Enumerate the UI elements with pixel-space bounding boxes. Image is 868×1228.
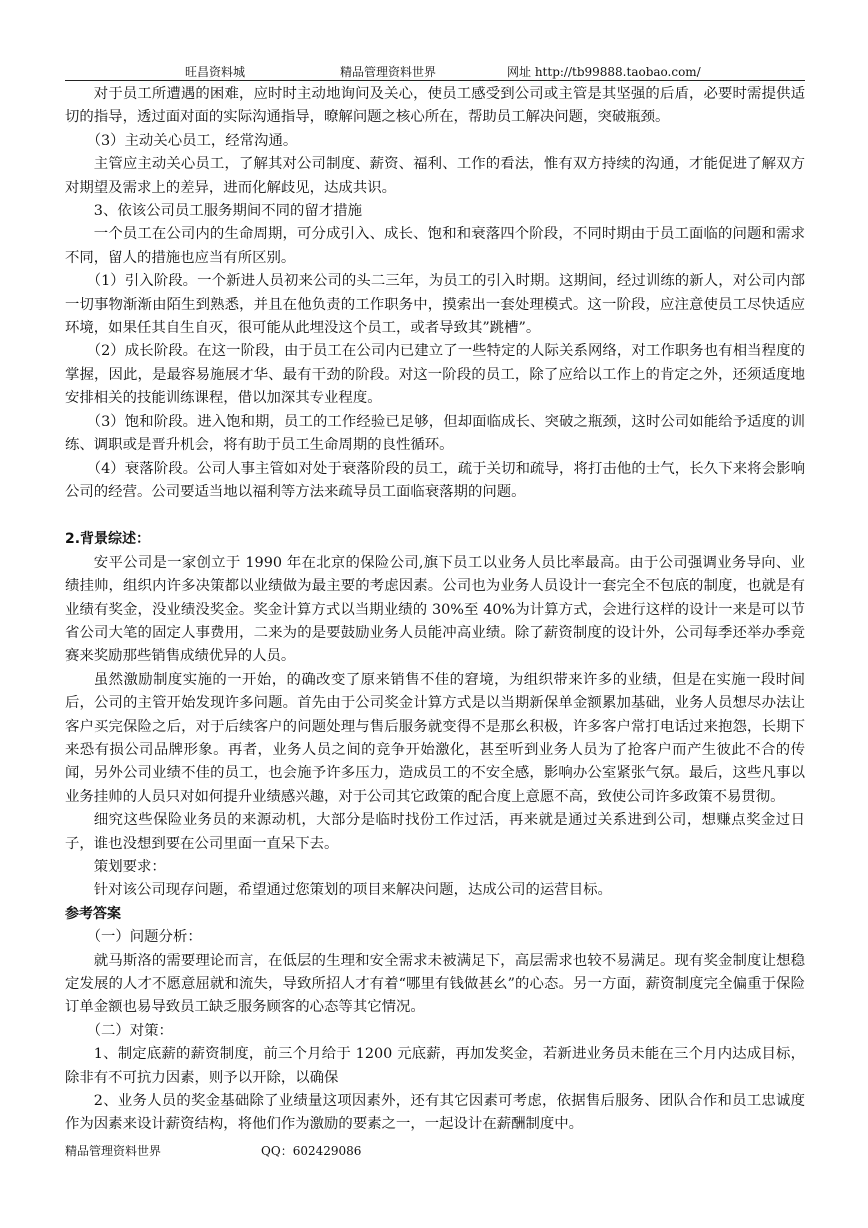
paragraph: 策划要求： — [93, 859, 166, 875]
section-subheading: 3、依该公司员工服务期间不同的留才措施 — [93, 203, 362, 220]
header-center-text: 精品管理资料世界 — [340, 65, 437, 79]
section-heading-background: 2.背景综述： — [65, 531, 151, 548]
paragraph: 安平公司是一家创立于 1990 年在北京的保险公司,旗下员工以业务人员比率最高。由于公司强调业务导向、业绩挂帅，组织内许多决策都以业绩做为最主要的考虑因素。公司也为业务人员设计一套完全不包底的制度，也就是有业绩有奖金，没业绩没奖金。奖金计算方式以当期业绩的 30%至 40%为计算方式，会进行这样的设计一来是可以节省公司大笔的固定人事费用，二来为的是要鼓励业务人员能冲高业绩。除了薪资制度的设计外，公司每季还举办季竞赛来奖励那些销售成绩优异的人员。 — [65, 554, 805, 665]
list-item: （一）问题分析： — [86, 929, 202, 946]
footer-qq-text: QQ：602429086 — [261, 1144, 362, 1158]
list-item: （二）对策： — [86, 1022, 173, 1039]
page-footer — [65, 1142, 461, 1159]
paragraph: （2）成长阶段。在这一阶段，由于员工在公司内已建立了一些特定的人际关系网络，对工作职务也有相当程度的掌握，因此，是最容易施展才华、最有干劲的阶段。对这一阶段的员工，除了应给以工作上的肯定之外，还须适度地安排相关的技能训练课程，借以加深其专业程度。 — [65, 343, 805, 407]
footer-left-text: 精品管理资料世界 — [65, 1144, 162, 1158]
paragraph: 一个员工在公司内的生命周期，可分成引入、成长、饱和和衰落四个阶段，不同时期由于员工面临的问题和需求不同，留人的措施也应当有所区别。 — [65, 226, 805, 266]
paragraph: 针对该公司现存问题，希望通过您策划的项目来解决问题，达成公司的运营目标。 — [93, 882, 612, 899]
paragraph: 主管应主动关心员工，了解其对公司制度、薪资、福利、工作的看法，惟有双方持续的沟通，才能促进了解双方对期望及需求上的差异，进而化解歧见，达成共识。 — [65, 156, 805, 196]
paragraph: （4）衰落阶段。公司人事主管如对处于衰落阶段的员工，疏于关切和疏导，将打击他的士气，长久下来将会影响公司的经营。公司要适当地以福利等方法来疏导员工面临衰落期的问题。 — [65, 460, 805, 500]
paragraph: 就马斯洛的需要理论而言，在低层的生理和安全需求未被满足下，高层需求也较不易满足。现有奖金制度让想稳定发展的人才不愿意屈就和流失，导致所招人才有着“哪里有钱做甚幺”的心态。另一方面，薪资制度完全偏重于保险订单金额也易导致员工缺乏服务顾客的心态等其它情况。 — [65, 952, 805, 1016]
section-heading-answer: 参考答案 — [65, 905, 121, 922]
paragraph: （3）饱和阶段。进入饱和期，员工的工作经验已足够，但却面临成长、突破之瓶颈，这时公司如能给予适度的训练、调职或是晋升机会，将有助于员工生命周期的良性循环。 — [65, 413, 805, 454]
paragraph: 对于员工所遭遇的困难，应时时主动地询问及关心，使员工感受到公司或主管是其坚强的后盾，必要时需提供适切的指导，透过面对面的实际沟通指导，暸解问题之核心所在，帮助员工解决问题，突破瓶颈。 — [65, 86, 805, 126]
list-item: （3）主动关心员工，经常沟通。 — [86, 132, 298, 149]
page-header — [65, 62, 805, 81]
header-left-text: 旺昌资料城 — [185, 65, 246, 79]
paragraph: 2、业务人员的奖金基础除了业绩量这项因素外，还有其它因素可考虑，依据售后服务、团队合作和员工忠诚度作为因素来设计薪资结构，将他们作为激励的要素之一，一起设计在薪酬制度中。 — [65, 1093, 805, 1133]
header-url-text: 网址 http://tb99888.taobao.com/ — [507, 65, 701, 79]
document-body — [65, 83, 805, 1137]
paragraph: 1、制定底薪的薪资制度，前三个月给于 1200 元底薪，再加发奖金，若新进业务员未能在三个月内达成目标，除非有不可抗力因素，则予以开除，以确保 — [65, 1046, 805, 1086]
paragraph: 虽然激励制度实施的一开始，的确改变了原来销售不佳的窘境，为组织带来许多的业绩，但是在实施一段时间后，公司的主管开始发现许多问题。首先由于公司奖金计算方式是以当期新保单金额累加基础，业务人员想尽办法让客户买完保险之后，对于后续客户的问题处理与售后服务就变得不是那幺积极，许多客户常打电话过来抱怨，长期下来恐有损公司品牌形象。再者，业务人员之间的竞争开始激化，甚至听到业务人员为了抢客户而产生彼此不合的传闻，另外公司业绩不佳的员工，也会施予许多压力，造成员工的不安全感，影响办公室紧张气氛。最后，这些凡事以业务挂帅的人员只对如何提升业绩感兴趣，对于公司其它政策的配合度上意愿不高，致使公司许多政策不易贯彻。 — [65, 671, 805, 805]
paragraph: （1）引入阶段。一个新进人员初来公司的头二三年，为员工的引入时期。这期间，经过训练的新人，对公司内部一切事物渐渐由陌生到熟悉，并且在他负责的工作职务中，摸索出一套处理模式。这一阶段，应注意使员工尽快适应环境，如果任其自生自灭，很可能从此埋没这个员工，或者导致其”跳槽”。 — [65, 273, 805, 337]
paragraph: 细究这些保险业务员的来源动机，大部分是临时找份工作过活，再来就是通过关系进到公司，想赚点奖金过日子，谁也没想到要在公司里面一直呆下去。 — [65, 812, 805, 852]
